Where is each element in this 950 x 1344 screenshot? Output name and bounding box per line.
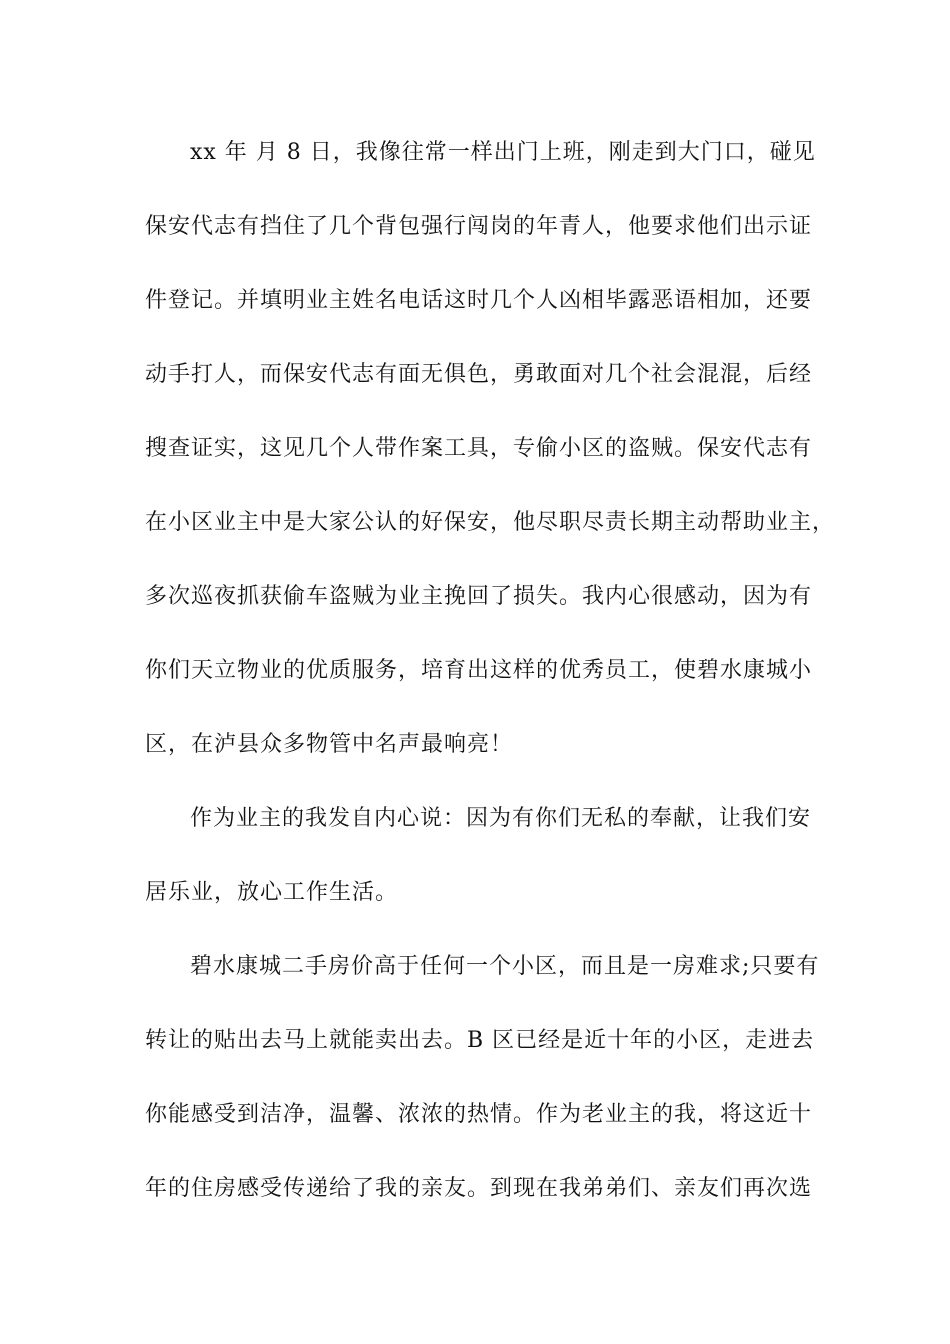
paragraph-3-line-2: 转让的贴出去马上就能卖出去。B 区已经是近十年的小区，走进去 [145,1028,815,1053]
paragraph-1-line-2: 保安代志有挡住了几个背包强行闯岗的年青人，他要求他们出示证 [145,214,813,239]
paragraph-2-line-1: 作为业主的我发自内心说：因为有你们无私的奉献，让我们安 [190,806,812,831]
paragraph-3-line-3: 你能感受到洁净，温馨、浓浓的热情。作为老业主的我，将这近十 [145,1102,813,1127]
paragraph-1-line-6: 在小区业主中是大家公认的好保安，他尽职尽责长期主动帮助业主， [145,510,836,535]
paragraph-1-line-3: 件登记。并填明业主姓名电话这时几个人凶相毕露恶语相加，还要 [145,288,813,313]
paragraph-1-line-1: xx 年 月 8 日，我像往常一样出门上班，刚走到大门口，碰见 [190,140,816,165]
paragraph-3-line-4: 年的住房感受传递给了我的亲友。到现在我弟弟们、亲友们再次选 [145,1176,813,1201]
paragraph-3-line-1: 碧水康城二手房价高于任何一个小区，而且是一房难求;只要有 [190,954,820,979]
paragraph-1-line-4: 动手打人，而保安代志有面无俱色，勇敢面对几个社会混混，后经 [145,362,813,387]
paragraph-1-line-8: 你们天立物业的优质服务，培育出这样的优秀员工，使碧水康城小 [145,658,813,683]
paragraph-1-line-5: 搜查证实，这见几个人带作案工具，专偷小区的盗贼。保安代志有 [145,436,813,461]
paragraph-1-line-9: 区，在泸县众多物管中名声最响亮！ [145,732,514,757]
paragraph-1-line-7: 多次巡夜抓获偷车盗贼为业主挽回了损失。我内心很感动，因为有 [145,584,813,609]
paragraph-2-line-2: 居乐业，放心工作生活。 [145,880,399,905]
